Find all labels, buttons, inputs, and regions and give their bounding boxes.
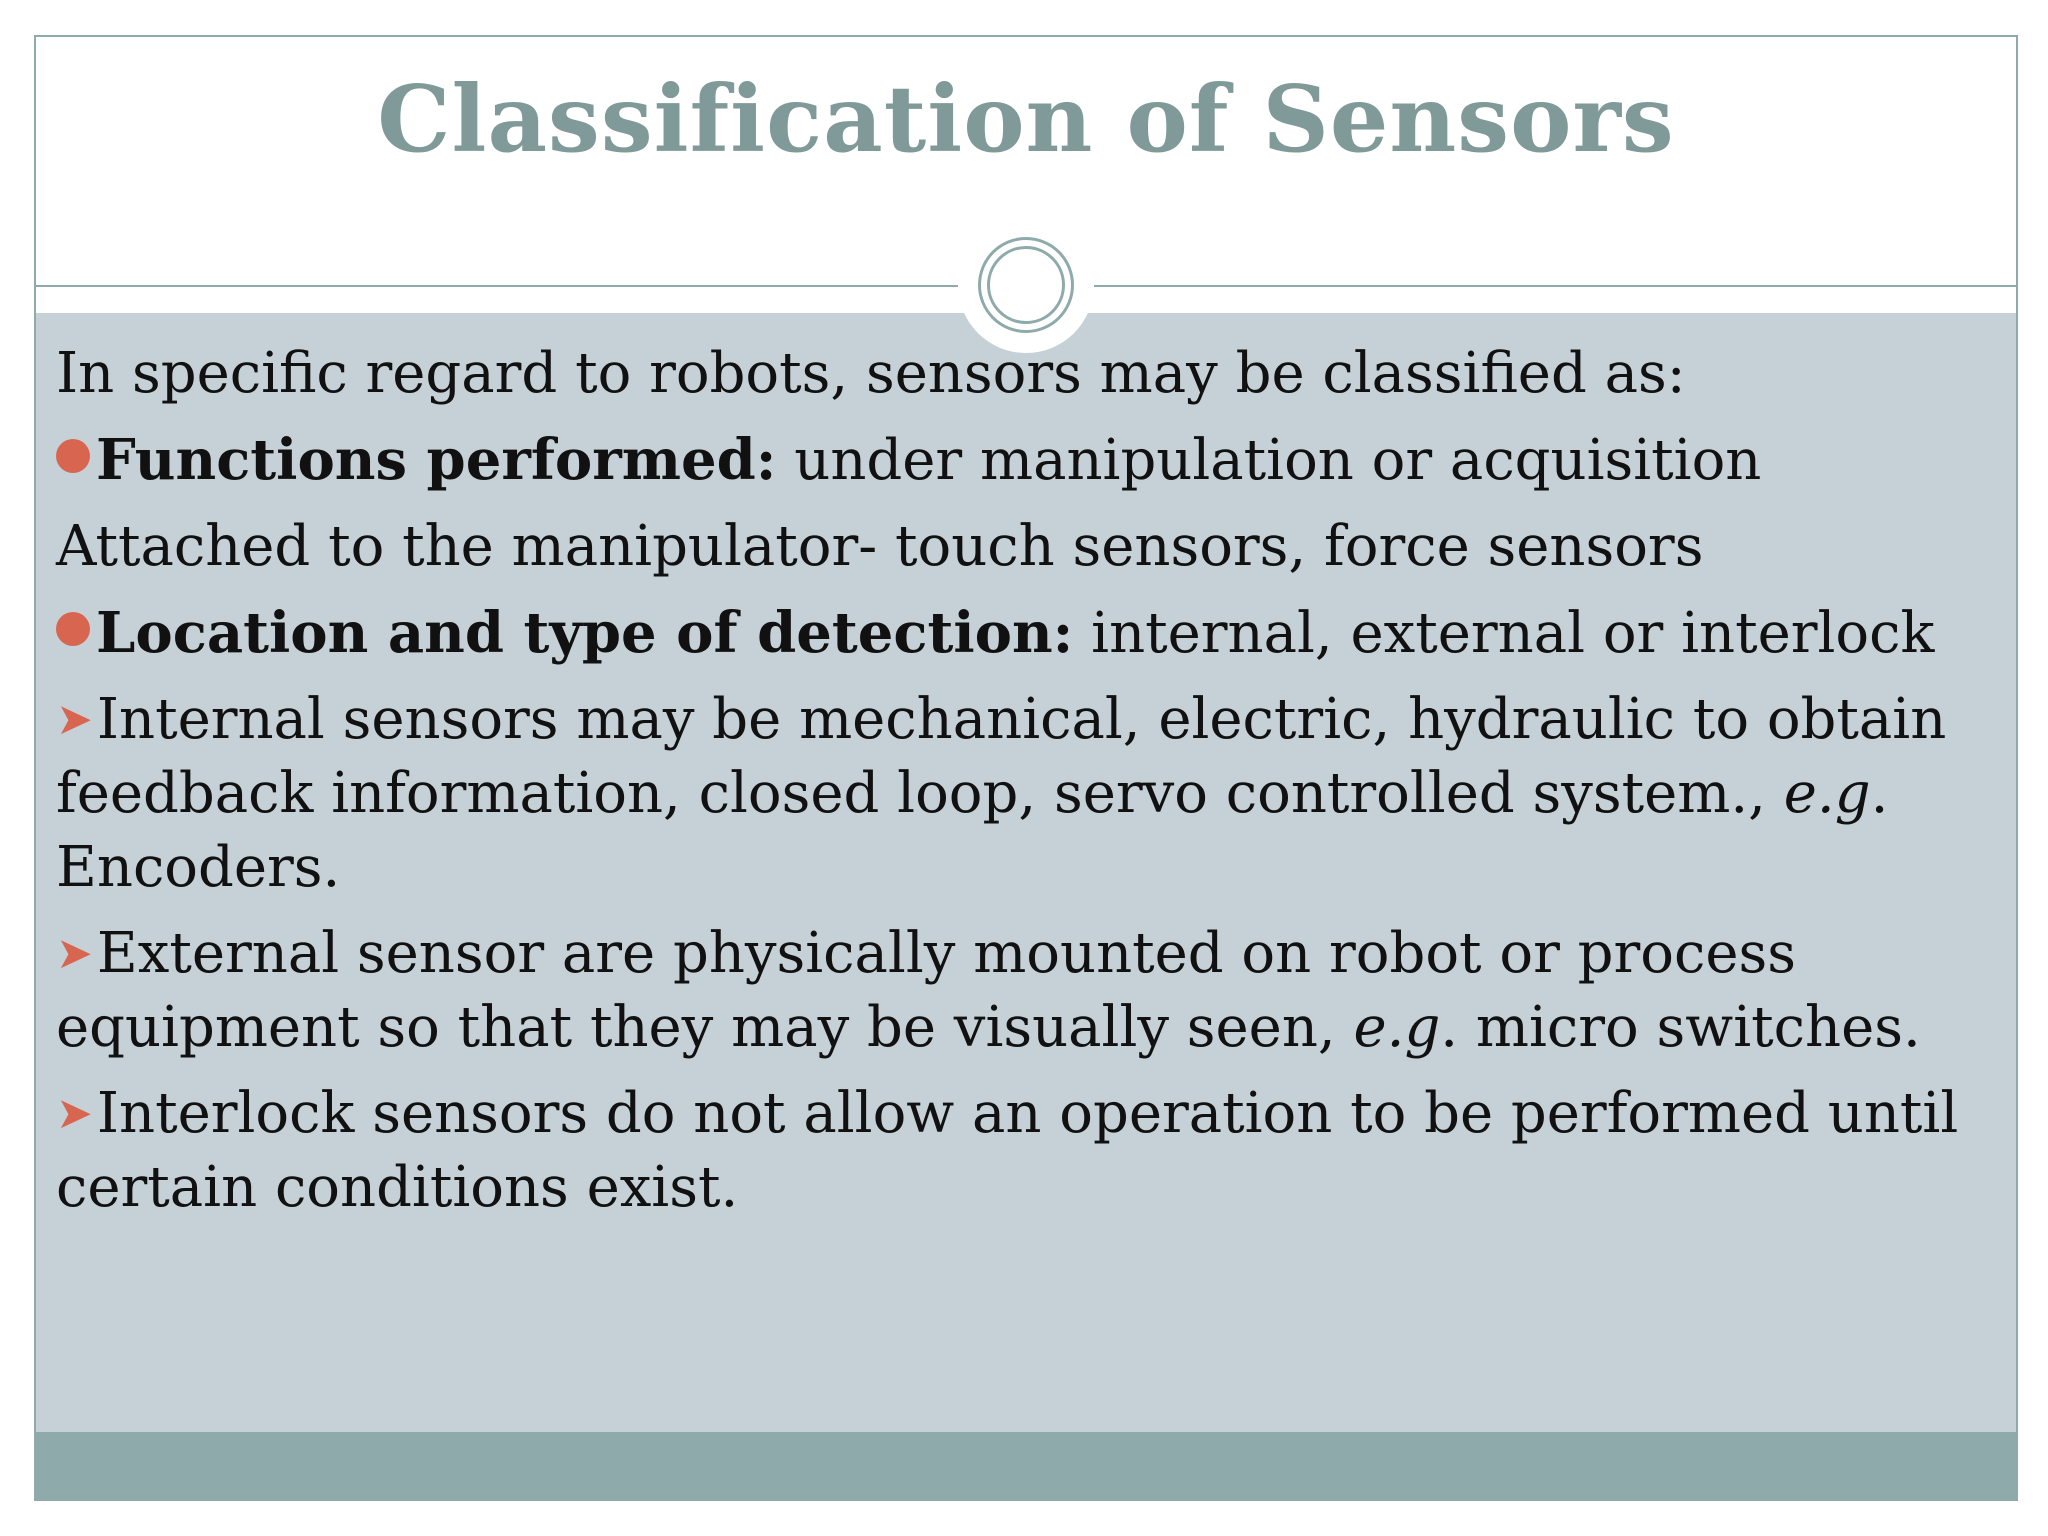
bullet-term: Location and type of detection:: [96, 600, 1074, 666]
slide-title: Classification of Sensors: [377, 65, 1675, 173]
sub-bullet-abbrev: e.g: [1353, 995, 1441, 1060]
slide-body: [56, 337, 1996, 1225]
sub-bullet-tail: . micro switches.: [1440, 995, 1921, 1060]
sub-bullet-interlock: [56, 1077, 1996, 1225]
intro-text: In specific regard to robots, sensors may be classified as:: [56, 341, 1686, 406]
bullet-dot-icon: [56, 439, 90, 473]
sub-bullet-text: Interlock sensors do not allow an operation to be performed until certain conditions exist.: [56, 1081, 1959, 1220]
arrow-bullet-icon: ➤: [56, 694, 93, 745]
sub-bullet-external: [56, 917, 1996, 1065]
bullet-functions-performed: [56, 423, 1996, 498]
arrow-bullet-icon: ➤: [56, 1088, 93, 1139]
sub-bullet-text: External sensor are physically mounted on robot or process equipment so that they may be visually seen,: [56, 921, 1796, 1060]
attached-line: Attached to the manipulator- touch sensors, force sensors: [56, 514, 1704, 579]
divider-line-right: [1094, 285, 2018, 287]
slide: [34, 35, 2018, 1501]
sub-bullet-tail: . Encoders.: [56, 761, 1889, 900]
bullet-text: internal, external or interlock: [1073, 601, 1935, 666]
bullet-dot-icon: [56, 612, 90, 646]
bullet-location-detection: [56, 596, 1996, 671]
bullet-term: Functions performed:: [96, 427, 777, 493]
sub-bullet-text: Internal sensors may be mechanical, electric, hydraulic to obtain feedback information, closed loop, servo controlled system.,: [56, 687, 1947, 826]
divider-inner-ring-icon: [987, 246, 1065, 324]
divider-line-left: [36, 285, 958, 287]
arrow-bullet-icon: ➤: [56, 928, 93, 979]
footer-band: [36, 1432, 2016, 1501]
bullet-text: under manipulation or acquisition: [776, 428, 1762, 493]
sub-bullet-abbrev: e.g: [1783, 761, 1871, 826]
sub-bullet-internal: [56, 683, 1996, 905]
